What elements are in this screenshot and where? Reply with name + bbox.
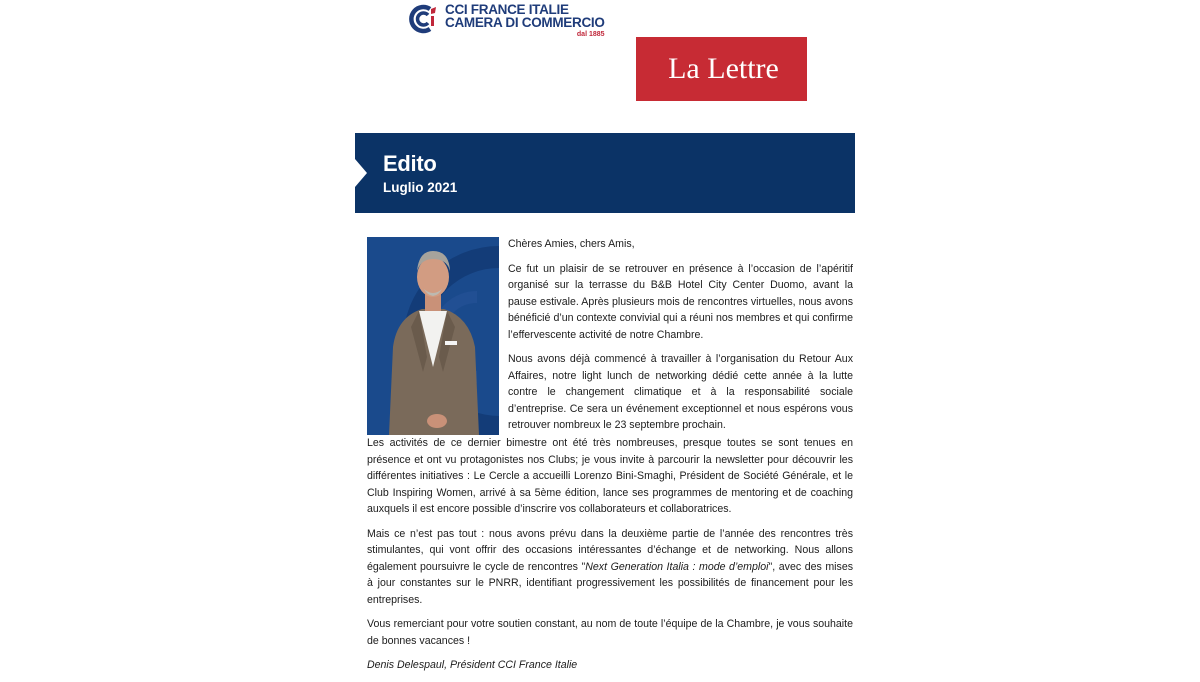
la-lettre-badge [636,37,807,101]
paragraph-4 [367,526,853,609]
logo-line-2: CAMERA DI COMMERCIO [445,15,605,30]
event-title: Next Generation Italia : mode d’emploi [585,560,769,573]
paragraph-4-start: Mais ce n’est pas tout : nous avons prévu dans la deuxième partie de l’année des rencontres très stimulantes, qui vont offrir des occasions intéressantes d’échange et de networking. Nous allons également poursuivre le cycle de rencontres " [367,527,853,573]
paragraph-4-end: ", avec des mises à jour constantes sur le PNRR, identifiant progressivement les possibilités de financement pour les entreprises. [367,560,854,606]
greeting: Chères Amies, chers Amis, [508,238,635,250]
portrait-photo [367,237,499,435]
article-intro [508,236,853,442]
portrait-illustration [367,237,499,435]
paragraph-3: Les activités de ce dernier bimestre ont été très nombreuses, presque toutes se sont tenues en présence et ont vu protagonistes nos Clubs; je vous invite à parcourir la newsletter pour découvrir les différentes initiatives : Le Cercle a accueilli Lorenzo Bini-Smaghi, Président de Société Générale, et le Club Inspiring Women, arrivé à sa 5ème édition, lance ses programmes de mentoring et de coaching auxquels il est encore possible d’inscrire vos collaborateurs et collaboratrices. [367,437,853,515]
cci-logo [408,3,605,39]
article-body [367,435,853,682]
signature: Denis Delespaul, Président CCI France Italie [367,659,578,671]
logo-line-1: CCI FRANCE ITALIE [445,2,569,17]
la-lettre-label: La Lettre [668,52,779,85]
logo-since: dal 1885 [576,31,605,38]
banner-date: Luglio 2021 [383,180,458,195]
banner-title: Edito [383,151,437,176]
banner-notch-icon [355,159,367,187]
edito-banner [355,133,855,213]
paragraph-5: Vous remerciant pour votre soutien constant, au nom de toute l’équipe de la Chambre, je vous souhaite de bonnes vacances ! [367,618,853,647]
paragraph-1: Ce fut un plaisir de se retrouver en présence à l’occasion de l’apéritif organisé sur la terrasse du B&B Hotel City Center Duomo, avant la pause estivale. Après plusieurs mois de rencontres virtuelles, nous avons bénéficié d’un contexte convivial qui a réuni nos membres et qui confirme l’effervescente activité de notre Chambre. [508,262,853,341]
cci-logo-icon [408,3,440,35]
paragraph-2: Nous avons déjà commencé à travailler à l’organisation du Retour Aux Affaires, notre light lunch de networking dédié cette année à la lutte contre le changement climatique et à la responsabilité sociale d’entreprise. Ce sera un événement exceptionnel et nous espérons vous retrouver nombreux le 23 septembre prochain. [508,353,853,431]
